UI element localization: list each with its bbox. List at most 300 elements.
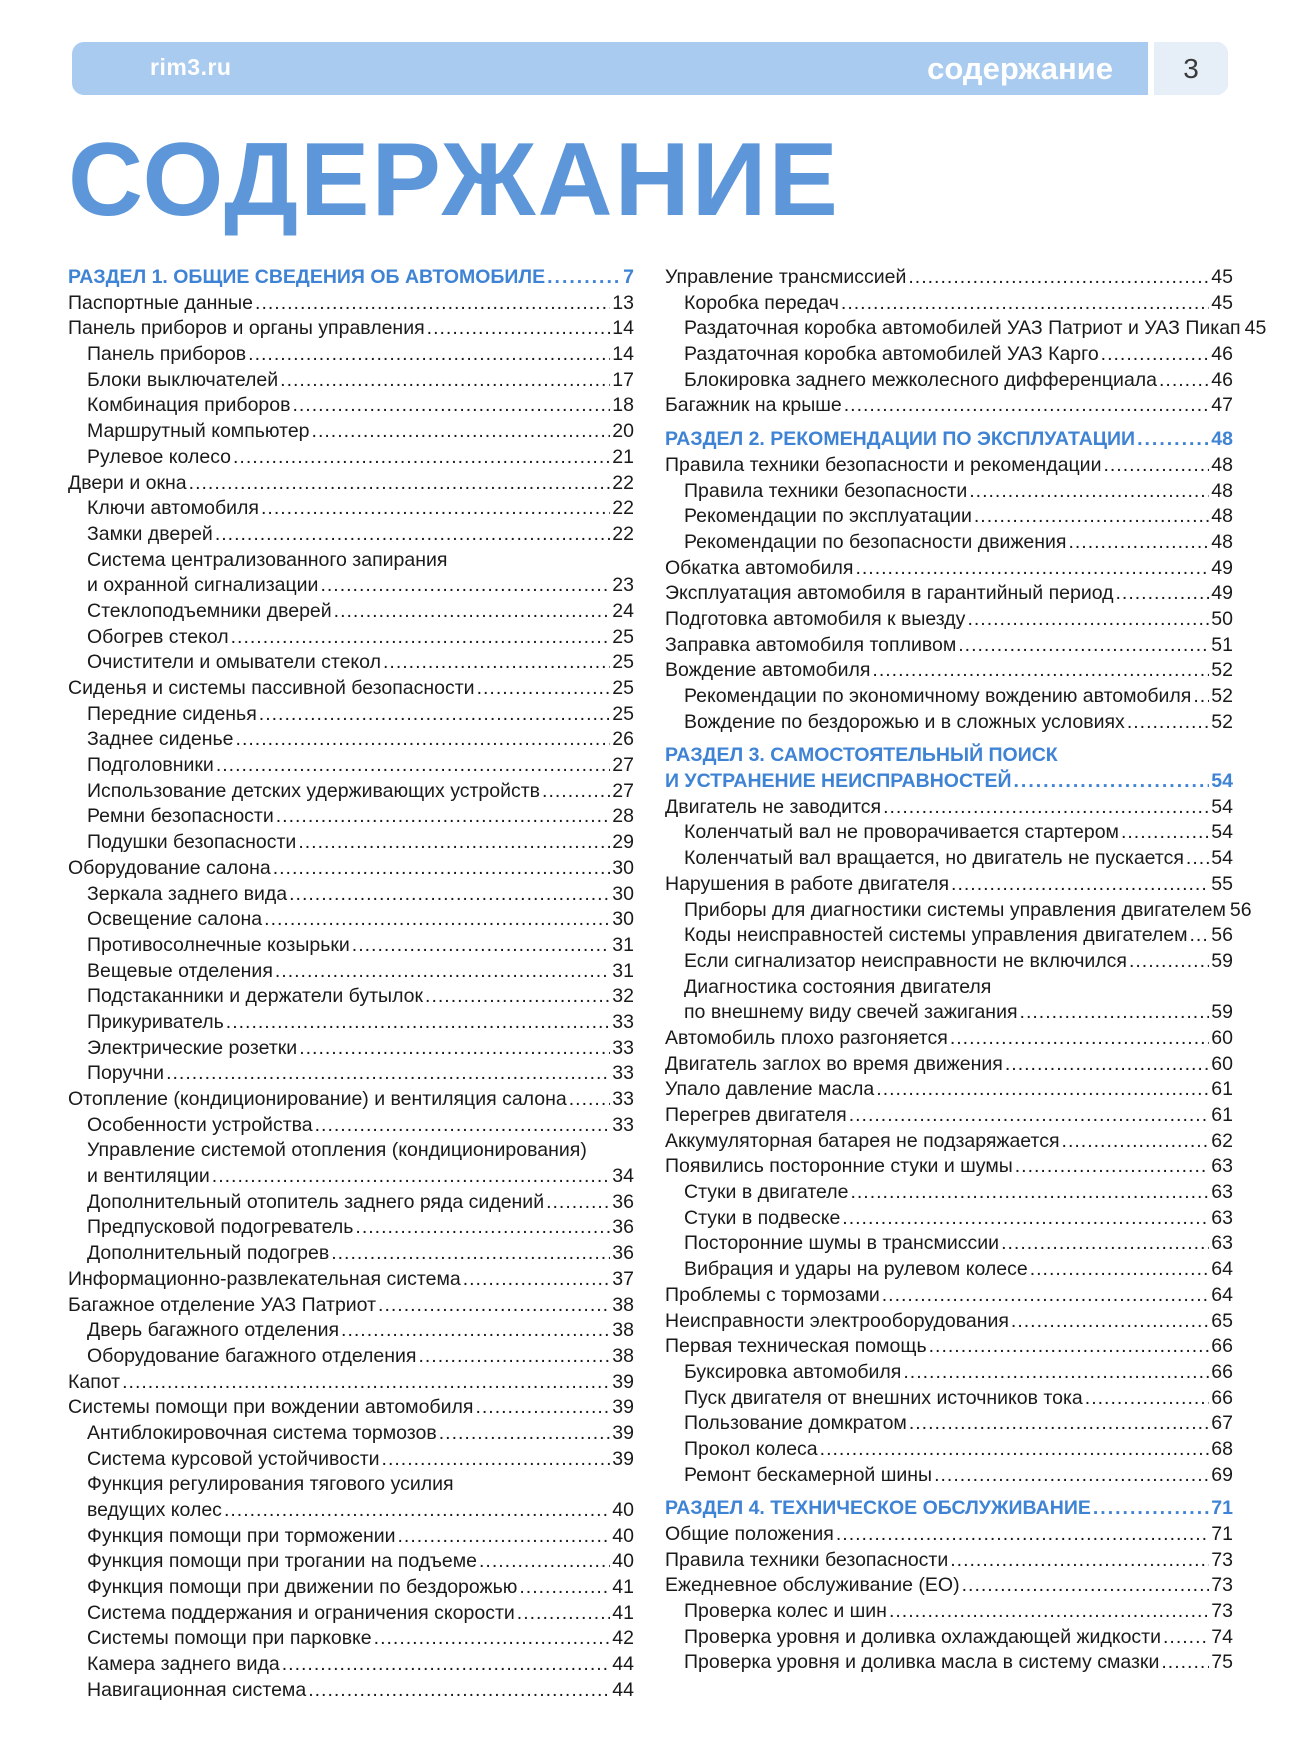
dot-leader [320,573,610,599]
toc-entry-title: Раздаточная коробка автомобилей УАЗ Патриот и УАЗ Пикап [684,317,1241,340]
toc-entry-title: Противосолнечные козырьки [87,933,350,956]
toc-entry-title: Функция помощи при трогании на подъеме [87,1550,477,1573]
toc-entry-title: Буксировка автомобиля [684,1360,902,1383]
dot-leader [1186,846,1209,872]
toc-entry[interactable] [68,445,634,471]
dot-leader [1030,1257,1210,1283]
toc-entry[interactable] [665,607,1233,633]
dot-leader [341,1318,610,1344]
toc-page-number: 45 [1244,317,1267,340]
toc-page-number: 49 [1211,582,1233,605]
toc-entry[interactable] [665,342,1233,368]
toc-entry[interactable] [68,650,634,676]
dot-leader [1127,710,1209,736]
dot-leader [308,1678,610,1704]
toc-entry-title: Замки дверей [87,522,213,545]
toc-entry[interactable] [665,1599,1233,1625]
toc-entry[interactable] [68,1524,634,1550]
toc-entry[interactable] [665,710,1233,736]
toc-page-number: 40 [612,1499,634,1521]
toc-page-number: 39 [612,1421,634,1444]
toc-entry[interactable] [68,1549,634,1575]
toc-entry-title: Аккумуляторная батарея не подзаряжается [665,1129,1060,1152]
toc-entry-title: Поручни [87,1062,165,1085]
toc-page-number: 32 [612,985,634,1008]
toc-entry-title: Подголовники [87,754,214,777]
toc-entry-title: Посторонние шумы в трансмиссии [684,1232,1000,1255]
dot-leader [398,1524,611,1550]
toc-entry[interactable] [68,830,634,856]
dot-leader [236,727,611,753]
dot-leader [903,1360,1209,1386]
toc-entry-title: Информационно-развлекательная система [68,1267,461,1290]
toc-entry[interactable] [665,1077,1233,1103]
toc-page-number: 56 [1211,924,1233,947]
toc-page-number: 45 [1211,291,1233,314]
header-bar [72,42,1228,95]
toc-entry-title: Камера заднего вида [87,1653,280,1676]
dot-leader [355,1215,610,1241]
toc-entry-title: Пуск двигателя от внешних источников тока [684,1386,1083,1409]
dot-leader [264,907,610,933]
toc-entry-title: Стеклоподъемники дверей [87,599,332,622]
toc-entry[interactable] [665,820,1233,846]
toc-entry[interactable] [665,1103,1233,1129]
toc-entry-title: Багажное отделение УАЗ Патриот [68,1293,377,1316]
dot-leader [842,1206,1209,1232]
toc-entry[interactable] [68,1241,634,1267]
toc-page-number: 20 [612,420,634,443]
toc-entry-title: по внешнему виду свечей зажигания [684,1001,1018,1024]
toc-page-number: 39 [612,1396,634,1419]
toc-entry-title: Багажник на крыше [665,394,842,417]
toc-entry-title: Стуки в двигателе [684,1181,849,1204]
dot-leader [463,1267,611,1293]
toc-page-number: 50 [1211,607,1233,630]
toc-entry[interactable] [68,702,634,728]
toc-section-heading[interactable]: РАЗДЕЛ 3. САМОСТОЯТЕЛЬНЫЙ ПОИСК [665,744,1058,767]
dot-leader [273,856,611,882]
toc-entry[interactable] [665,1522,1233,1548]
toc-page-number: 54 [1211,847,1233,870]
toc-entry-title: Панель приборов [87,343,247,366]
toc-page-number: 21 [612,445,634,468]
toc-entry-title: Дополнительный подогрев [87,1242,330,1265]
dot-leader [958,633,1209,659]
toc-entry-title: Если сигнализатор неисправности не включился [684,949,1127,972]
toc-entry[interactable] [68,727,634,753]
toc-entry-title: Комбинация приборов [87,394,291,417]
toc-entry[interactable] [68,1267,634,1293]
toc-page-number: 33 [612,1113,634,1136]
toc-entry[interactable] [68,804,634,830]
toc-entry-title: Проблемы с тормозами [665,1283,880,1306]
toc-entry-title: Управление трансмиссией [665,266,907,288]
toc-entry[interactable] [68,1344,634,1370]
toc-entry[interactable] [665,265,1233,291]
dot-leader [1020,1000,1210,1026]
toc-entry-title: Общие положения [665,1523,834,1545]
toc-entry[interactable] [665,479,1233,505]
toc-entry[interactable] [68,1318,634,1344]
dot-leader [212,1164,611,1190]
toc-page-number: 22 [612,522,634,545]
dot-leader [231,625,611,651]
toc-entry-title: Коленчатый вал не проворачивается стартером [684,821,1119,844]
dot-leader [934,1463,1209,1489]
toc-entry[interactable] [68,1498,634,1524]
toc-page-number: 60 [1211,1052,1233,1075]
toc-entry-title: и вентиляции [87,1165,210,1188]
toc-page-number: 33 [612,1010,634,1033]
toc-entry-title: Пользование домкратом [684,1412,907,1435]
toc-page-number: 47 [1211,394,1233,417]
toc-entry-line[interactable]: Диагностика состояния двигателя [684,975,992,998]
toc-entry[interactable] [665,923,1233,949]
dot-leader [233,445,610,471]
toc-entry-title: Система курсовой устойчивости [87,1447,380,1470]
toc-entry-title: Блоки выключателей [87,368,279,391]
toc-entry[interactable] [665,1052,1233,1078]
toc-entry[interactable] [68,1678,634,1704]
toc-page-number: 27 [612,779,634,802]
toc-entry[interactable] [68,1010,634,1036]
toc-entry-title: Предпусковой подогреватель [87,1216,354,1239]
toc-page-number: 40 [612,1524,634,1547]
toc-entry[interactable] [665,556,1233,582]
dot-leader [122,1370,610,1396]
toc-page-number: 71 [1211,1523,1233,1545]
toc-page-number: 23 [612,574,634,597]
toc-page-number: 36 [612,1242,634,1265]
toc-page-number: 17 [612,368,634,391]
toc-entry-title: Перегрев двигателя [665,1104,847,1126]
toc-entry[interactable] [665,1573,1233,1599]
toc-entry[interactable] [665,633,1233,659]
toc-entry-title: Передние сиденья [87,702,257,725]
dot-leader [298,830,610,856]
dot-leader [950,1026,1209,1052]
toc-entry[interactable] [665,1548,1233,1574]
toc-entry-title: Антиблокировочная система тормозов [87,1421,437,1444]
toc-entry[interactable] [68,1395,634,1421]
dot-leader [909,1411,1209,1437]
dot-leader [275,959,610,985]
toc-page-number: 7 [623,266,634,288]
toc-entry[interactable] [68,599,634,625]
dot-leader [166,1061,610,1087]
dot-leader [1005,1052,1209,1078]
toc-entry-title: Проверка колес и шин [684,1600,887,1623]
toc-entry[interactable] [68,368,634,394]
dot-leader [836,1522,1209,1548]
toc-entry[interactable] [68,1293,634,1319]
toc-page-number: 39 [612,1370,634,1393]
toc-entry[interactable] [68,419,634,445]
toc-entry[interactable] [665,1437,1233,1463]
toc-entry[interactable] [665,1000,1233,1026]
dot-leader [383,650,610,676]
toc-entry-title: Паспортные данные [68,291,254,314]
toc-entry[interactable] [68,676,634,702]
toc-entry[interactable] [68,522,634,548]
toc-entry-line[interactable]: Функция регулирования тягового усилия [87,1473,454,1496]
toc-entry[interactable] [68,291,634,317]
dot-leader [334,599,611,625]
dot-leader [1103,453,1209,479]
section-gap [665,735,1233,743]
toc-page-number: 68 [1211,1437,1233,1460]
toc-entry-title: Освещение салона [87,908,263,931]
toc-page-number: 46 [1211,368,1233,391]
toc-entry-title: Сиденья и системы пассивной безопасности [68,677,475,699]
toc-entry[interactable] [68,753,634,779]
toc-entry[interactable] [665,1026,1233,1052]
toc-page-number: 30 [612,856,634,879]
dot-leader [519,1575,610,1601]
toc-entry-title: Упало давление масла [665,1078,875,1101]
toc-entry[interactable] [665,530,1233,556]
toc-entry[interactable] [68,1601,634,1627]
toc-entry-title: Функция помощи при движении по бездорожью [87,1576,518,1599]
toc-entry-title: Подушки безопасности [87,831,297,854]
toc-page-number: 73 [1211,1548,1233,1571]
toc-entry[interactable] [68,933,634,959]
dot-leader [1062,1129,1210,1155]
toc-entry[interactable] [665,1463,1233,1489]
toc-entry[interactable] [68,1036,634,1062]
toc-entry[interactable] [665,684,1233,710]
toc-entry[interactable] [665,1283,1233,1309]
toc-entry[interactable] [665,504,1233,530]
toc-page-number: 48 [1211,505,1233,528]
page-title: СОДЕРЖАНИЕ [68,122,840,238]
dot-leader [889,1599,1209,1625]
toc-entry-title: Ремни безопасности [87,805,274,828]
toc-page-number: 63 [1211,1232,1233,1255]
dot-leader [1101,342,1210,368]
toc-page-number: 48 [1211,453,1233,476]
dot-leader [546,1190,610,1216]
toc-page-number: 30 [612,882,634,905]
toc-entry-line[interactable]: Управление системой отопления (кондиционирования) [87,1139,587,1162]
toc-entry-title: Системы помощи при парковке [87,1627,372,1650]
dot-leader [439,1421,611,1447]
dot-leader [1068,530,1209,556]
dot-leader [289,882,610,908]
toc-page-number: 63 [1211,1155,1233,1178]
toc-page-number: 28 [612,805,634,828]
toc-entry[interactable] [665,1154,1233,1180]
dot-leader [259,702,611,728]
toc-entry[interactable] [68,496,634,522]
toc-entry[interactable] [68,1061,634,1087]
toc-section-heading[interactable] [665,427,1233,453]
dot-leader [882,1283,1210,1309]
toc-entry[interactable] [68,1190,634,1216]
toc-entry[interactable] [68,1215,634,1241]
toc-entry[interactable] [665,1386,1233,1412]
toc-entry-title: РАЗДЕЛ 1. ОБЩИЕ СВЕДЕНИЯ ОБ АВТОМОБИЛЕ [68,266,546,288]
dot-leader [331,1241,610,1267]
toc-entry[interactable] [68,779,634,805]
toc-entry[interactable] [68,342,634,368]
toc-entry[interactable] [68,1370,634,1396]
toc-entry-title: Нарушения в работе двигателя [665,872,950,895]
toc-entry[interactable] [68,984,634,1010]
dot-leader [418,1344,610,1370]
toc-entry[interactable] [665,795,1233,821]
dot-leader [844,393,1210,419]
toc-entry-line[interactable]: Система централизованного запирания [87,548,448,571]
dot-leader [841,291,1209,317]
toc-page-number: 64 [1211,1258,1233,1281]
toc-entry[interactable] [665,872,1233,898]
toc-entry-title: Прокол колеса [684,1437,818,1460]
dot-leader [224,1498,610,1524]
toc-entry-title: Стуки в подвеске [684,1206,841,1229]
toc-page-number: 14 [612,343,634,366]
toc-entry[interactable] [665,1411,1233,1437]
toc-entry[interactable] [665,949,1233,975]
toc-entry[interactable] [665,1334,1233,1360]
toc-entry-title: Раздаточная коробка автомобилей УАЗ Карго [684,343,1099,366]
toc-entry-title: Системы помощи при вождении автомобиля [68,1396,474,1419]
toc-entry[interactable] [665,1625,1233,1651]
toc-entry-title: Коленчатый вал вращается, но двигатель не пускается [684,847,1184,870]
toc-page-number: 54 [1211,821,1233,844]
toc-page-number: 25 [612,677,634,699]
toc-entry[interactable] [665,846,1233,872]
toc-page-number: 52 [1211,685,1233,707]
toc-entry[interactable] [68,316,634,342]
toc-page-number: 13 [612,291,634,314]
dot-leader [226,1010,611,1036]
toc-entry[interactable] [665,1360,1233,1386]
dot-leader [820,1437,1210,1463]
toc-entry[interactable] [665,1309,1233,1335]
toc-entry[interactable] [665,898,1252,924]
toc-entry-title: Приборы для диагностики системы управления двигателем [684,898,1226,921]
toc-entry-title: Дверь багажного отделения [87,1319,340,1342]
toc-entry[interactable] [665,581,1233,607]
toc-entry[interactable] [665,393,1233,419]
toc-entry[interactable] [68,882,634,908]
toc-entry-title: Двигатель не заводится [665,795,882,818]
toc-entry[interactable] [665,1180,1233,1206]
toc-entry[interactable] [68,907,634,933]
toc-entry[interactable] [68,1626,634,1652]
toc-entry[interactable] [665,368,1233,394]
dot-leader [962,1573,1210,1599]
toc-page-number: 31 [612,933,634,956]
toc-entry[interactable] [68,1113,634,1139]
dot-leader [883,795,1209,821]
dot-leader [378,1293,610,1319]
toc-entry[interactable] [68,1421,634,1447]
toc-entry[interactable] [665,291,1233,317]
toc-entry[interactable] [665,453,1233,479]
toc-entry[interactable] [68,959,634,985]
toc-entry[interactable] [68,471,634,497]
dot-leader [479,1549,610,1575]
site-name[interactable]: rim3.ru [150,54,232,80]
dot-leader [1161,1650,1209,1676]
dot-leader [1015,1154,1210,1180]
toc-entry-title: Использование детских удерживающих устройств [87,779,541,802]
toc-entry[interactable] [68,1087,634,1113]
toc-entry-title: Обогрев стекол [87,625,229,648]
toc-entry[interactable] [68,1575,634,1601]
toc-entry-title: Ключи автомобиля [87,497,259,520]
dot-leader [1193,684,1209,710]
toc-entry[interactable] [665,316,1267,342]
toc-entry-title: Система поддержания и ограничения скорости [87,1601,515,1624]
dot-leader [1014,769,1210,795]
toc-page-number: 48 [1211,428,1233,451]
dot-leader [569,1087,611,1113]
dot-leader [261,496,610,522]
toc-page-number: 61 [1211,1078,1233,1101]
toc-entry-title: Заправка автомобиля топливом [665,633,957,656]
toc-page-number: 64 [1211,1283,1233,1306]
toc-page-number: 29 [612,831,634,854]
toc-entry-title: Первая техническая помощь [665,1335,927,1358]
toc-entry[interactable] [665,1257,1233,1283]
toc-page-number: 52 [1211,659,1233,682]
toc-page-number: 38 [612,1293,634,1316]
toc-entry-title: Неисправности электрооборудования [665,1309,1009,1332]
toc-entry[interactable] [665,1206,1233,1232]
toc-page-number: 67 [1211,1412,1233,1435]
dot-leader [850,1180,1209,1206]
toc-section-heading[interactable] [665,1496,1233,1522]
dot-leader [951,872,1209,898]
section-gap [665,419,1233,427]
toc-entry[interactable] [665,658,1233,684]
toc-page-number: 66 [1211,1360,1233,1383]
toc-section-heading[interactable] [665,769,1233,795]
toc-entry-title: Навигационная система [87,1678,307,1701]
toc-entry[interactable] [68,1164,634,1190]
toc-page-number: 25 [612,625,634,648]
toc-entry[interactable] [665,1231,1233,1257]
toc-page-number: 52 [1211,710,1233,733]
dot-leader [517,1601,611,1627]
toc-entry-title: Проверка уровня и доливка охлаждающей жидкости [684,1625,1161,1648]
toc-entry-title: Маршрутный компьютер [87,420,310,443]
toc-entry[interactable] [68,573,634,599]
dot-leader [872,658,1209,684]
toc-page-number: 14 [612,317,634,340]
toc-section-heading[interactable] [68,265,634,291]
toc-entry[interactable] [68,1447,634,1473]
toc-entry[interactable] [68,393,634,419]
toc-page-number: 59 [1211,1001,1233,1024]
toc-page-number: 66 [1211,1335,1233,1358]
toc-entry[interactable] [665,1129,1233,1155]
toc-entry-title: Оборудование салона [68,856,271,879]
toc-entry-title: Подготовка автомобиля к выезду [665,607,966,630]
toc-entry-title: И УСТРАНЕНИЕ НЕИСПРАВНОСТЕЙ [665,770,1012,793]
toc-entry-title: Вождение автомобиля [665,659,871,682]
toc-entry[interactable] [68,625,634,651]
toc-entry[interactable] [68,856,634,882]
toc-page-number: 44 [612,1653,634,1676]
toc-page-number: 24 [612,599,634,622]
toc-entry[interactable] [68,1652,634,1678]
toc-entry[interactable] [665,1650,1233,1676]
